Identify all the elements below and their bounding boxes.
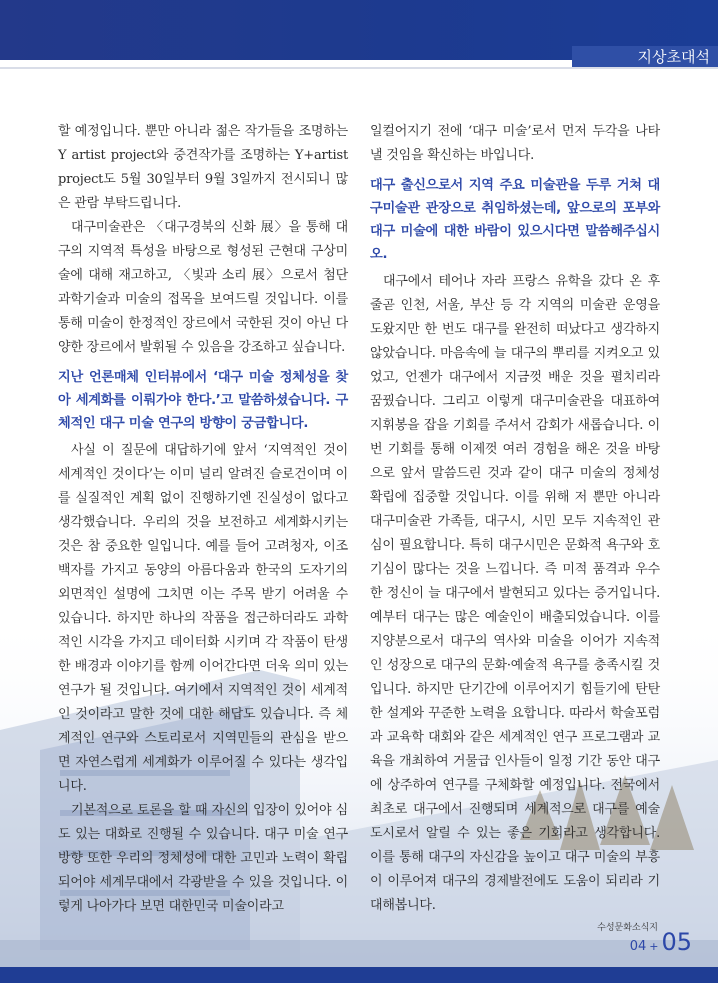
page-number	[600, 928, 692, 956]
left-paragraph-1: 할 예정입니다. 뿐만 아니라 젊은 작가들을 조명하는 Y artist project와 중견작가를 조명하는 Y+artist project도 5월 30일부터 9월 3일까지 전시되니 많은 관람 부탁드립니다.	[58, 124, 348, 211]
header-divider	[0, 67, 718, 69]
footer-bar	[0, 967, 718, 983]
page-number-right: 05	[661, 928, 692, 956]
left-paragraph-2: 대구미술관은 〈대구경북의 신화 展〉을 통해 대구의 지역적 특성을 바탕으로 형성된 근현대 구상미술에 대해 재고하고, 〈빛과 소리 展〉으로서 첨단 과학기술과 미술의 접목을 보여드릴 것입니다. 이를 통해 미술이 한정적인 장르에서 국한된 것이 아닌 다양한 장르에서 발휘될 수 있음을 강조하고 싶습니다.	[58, 220, 348, 355]
magazine-name: 수성문화소식지	[597, 923, 658, 933]
left-paragraph-4: 기본적으로 토론을 할 때 자신의 입장이 있어야 심도 있는 대화로 진행될 수 있습니다. 대구 미술 연구 방향 또한 우리의 정체성에 대한 고민과 노력이 확립되어야 세계무대에서 각광받을 수 있을 것입니다. 이렇게 나아가다 보면 대한민국 미술이라고	[58, 803, 348, 914]
section-label: 지상초대석	[572, 46, 718, 68]
interview-question-1: 지난 언론매체 인터뷰에서 ‘대구 미술 정체성을 찾아 세계화를 이뤄가야 한다.’고 말씀하셨습니다. 구체적인 대구 미술 연구의 방향이 궁금합니다.	[58, 370, 348, 431]
page-separator: +	[649, 940, 659, 953]
interview-question-2: 대구 출신으로서 지역 주요 미술관을 두루 거쳐 대구미술관 관장으로 취임하셨는데, 앞으로의 포부와 대구 미술에 대한 바람이 있으시다면 말씀해주십시오.	[370, 178, 660, 262]
right-paragraph-1: 일컬어지기 전에 ‘대구 미술’로서 먼저 두각을 나타낼 것임을 확신하는 바입니다.	[370, 124, 660, 163]
page-number-left: 04	[629, 939, 647, 954]
right-column	[370, 120, 660, 918]
right-paragraph-2: 대구에서 테어나 자라 프랑스 유학을 갔다 온 후 줄곧 인천, 서울, 부산 등 각 지역의 미술관 운영을 도왔지만 한 번도 대구를 완전히 떠났다고 생각하지 않았습니다. 마음속에 늘 대구의 뿌리를 지켜오고 있었고, 언젠가 대구에서 지금껏 배운 것을 펼치리라 꿈꿨습니다. 그리고 이렇게 대구미술관을 대표하여 지휘봉을 잡을 기회를 주셔서 감회가 새롭습니다. 이번 기회를 통해 이제껏 여러 경험을 해온 것을 바탕으로 앞서 말씀드린 것과 같이 대구 미술의 정체성 확립에 집중할 것입니다. 이를 위해 저 뿐만 아니라 대구미술관 가족들, 대구시, 시민 모두 지속적인 관심이 필요합니다. 특히 대구시민은 문화적 욕구와 호기심이 많다는 것을 느낍니다. 즉 미적 품격과 우수한 정신이 늘 대구에서 발현되고 있다는 증거입니다. 예부터 대구는 많은 예술인이 배출되었습니다. 이를 지양분으로서 대구의 역사와 미술을 이어가 지속적인 성장으로 대구의 문화·예술적 욕구를 충족시킬 것입니다. 하지만 단기간에 이루어지기 힘들기에 탄탄한 설계와 꾸준한 노력을 요합니다. 따라서 학술포럼과 교육학 대회와 같은 세계적인 연구 프로그램과 교육을 개최하여 거물급 인사들이 일정 기간 동안 대구에 상주하여 연구를 구체화할 예정입니다. 전국에서 최초로 대구에서 진행되며 세계적으로 대구를 예술 도시로서 알릴 수 있는 좋은 기회라고 생각합니다. 이를 통해 대구의 자신감을 높이고 대구 미술의 부흥이 이루어져 대구의 경제발전에도 도움이 되리라 기대해봅니다.	[370, 274, 660, 913]
left-paragraph-3: 사실 이 질문에 대답하기에 앞서 ‘지역적인 것이 세계적인 것이다’는 이미 널리 알려진 슬로건이며 이를 실질적인 계획 없이 진행하기엔 진실성이 없다고 생각했습니다. 우리의 것을 보전하고 세계화시키는 것은 참 중요한 일입니다. 예를 들어 고려청자, 이조백자를 가지고 동양의 아름다움과 한국의 도자기의 외면적인 설명에 그치면 이는 주목 받기 어려울 수 있습니다. 하지만 하나의 작품을 접근하더라도 과학적인 시각을 가지고 데이터화 시키며 각 작품이 탄생한 배경과 이야기를 함께 이어간다면 더욱 의미 있는 연구가 될 것입니다. 여기에서 지역적인 것이 세계적인 것이라고 말한 것에 대한 해답도 있습니다. 즉 체계적인 연구와 스토리로서 지역민들의 관심을 받으면 자연스럽게 세계화가 이루어질 수 있다는 생각입니다.	[58, 443, 348, 794]
left-column	[58, 120, 348, 919]
